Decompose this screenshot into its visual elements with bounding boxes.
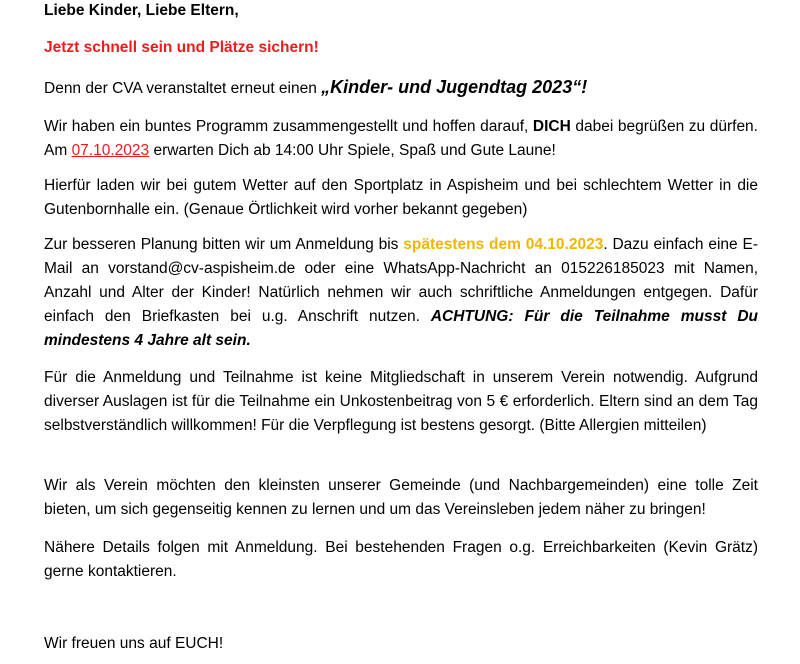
program-paragraph bbox=[44, 115, 758, 163]
closing-line: Wir freuen uns auf EUCH! bbox=[44, 635, 224, 652]
registration-text-2: . Dazu einfach eine E-Mail an vorstand@cv-aspisheim.de oder eine WhatsApp-Nachricht an 015226185023 mit Namen, Anzahl und Alter der Kinder! Natürlich nehmen wir auch schriftliche Anmeldungen entgegen. Dafür einfach den Briefkasten bei u.g. Anschrift nutzen. bbox=[44, 236, 758, 325]
program-text-2: dabei begrüßen zu dürfen. Am bbox=[44, 118, 758, 159]
intro-paragraph bbox=[44, 75, 758, 101]
event-title: „Kinder- und Jugendtag 2023“! bbox=[321, 77, 588, 97]
location-paragraph: Hierfür laden wir bei gutem Wetter auf den Sportplatz in Aspisheim und bei schlechtem Wetter in die Gutenbornhalle ein. (Genaue Örtlichkeit wird vorher bekannt gegeben) bbox=[44, 177, 758, 218]
greeting: Liebe Kinder, Liebe Eltern, bbox=[44, 2, 239, 19]
registration-deadline: spätestens dem 04.10.2023 bbox=[403, 236, 604, 253]
membership-paragraph: Für die Anmeldung und Teilnahme ist keine Mitgliedschaft in unserem Verein notwendig. Aufgrund diverser Auslagen ist für die Teilnahme ein Unkostenbeitrag von 5 € erforderlich. Eltern sind an dem Tag selbstverständlich willkommen! Für die Verpflegung ist bestens gesorgt. (Bitte Allergien mitteilen) bbox=[44, 369, 758, 434]
club-paragraph: Wir als Verein möchten den kleinsten unserer Gemeinde (und Nachbargemeinden) eine tolle Zeit bieten, um sich gegenseitig kennen zu lernen und um das Vereinsleben jedem näher zu bringen! bbox=[44, 477, 758, 518]
intro-text: Denn der CVA veranstaltet erneut einen bbox=[44, 80, 322, 97]
program-text-1: Wir haben ein buntes Programm zusammengestellt und hoffen darauf, bbox=[44, 118, 533, 135]
program-text-3: erwarten Dich ab 14:00 Uhr Spiele, Spaß und Gute Laune! bbox=[149, 142, 556, 159]
hurry-notice: Jetzt schnell sein und Plätze sichern! bbox=[44, 39, 319, 56]
age-requirement-notice: ACHTUNG: Für die Teilnahme musst Du mindestens 4 Jahre alt sein. bbox=[44, 308, 758, 349]
event-date-link[interactable]: 07.10.2023 bbox=[71, 142, 150, 159]
dich-emphasis: DICH bbox=[532, 118, 571, 135]
registration-paragraph bbox=[44, 233, 758, 353]
registration-text-1: Zur besseren Planung bitten wir um Anmeldung bis bbox=[44, 236, 404, 253]
details-paragraph: Nähere Details folgen mit Anmeldung. Bei bestehenden Fragen o.g. Erreichbarkeiten (Kevin Grätz) gerne kontaktieren. bbox=[44, 539, 758, 580]
